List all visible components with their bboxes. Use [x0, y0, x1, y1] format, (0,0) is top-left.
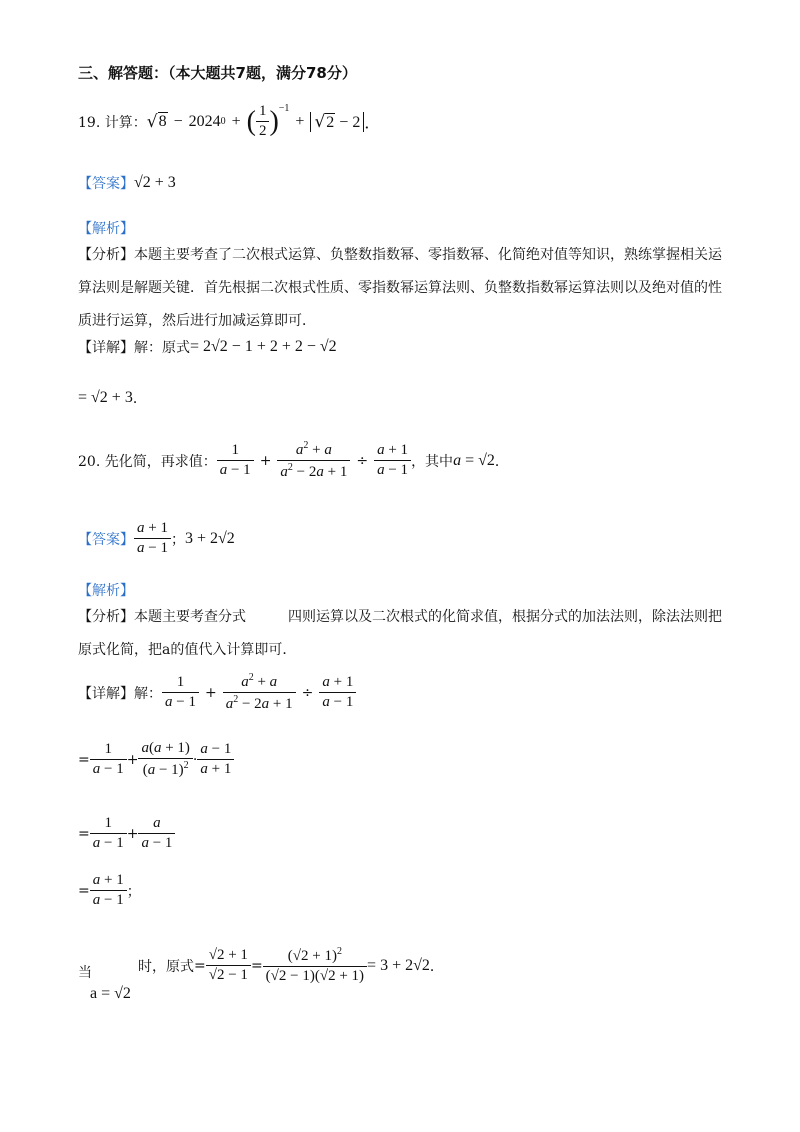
q20-final-row: 时，原式 = $\frac{√2 + 1}{√2 - 1}$ = $\frac{(√2 + 1)^2}{(√2 - 1)(√2 + 1)}$ = 3 + 2√2 ． [138, 946, 444, 984]
q19-answer-row [78, 173, 176, 193]
q20-detail-prefix: 解： [134, 685, 162, 702]
q19-step1: = 2√2 − 1 + 2 + 2 − √2 [190, 338, 337, 355]
question-19 [78, 103, 380, 140]
q20-step1: = $\frac{1}{a - 1}$ + $\frac{a(a + 1)}{(a - 1)^2}$ · $\frac{a - 1}{a + 1}$ [78, 740, 234, 779]
question-19-expression: √ 8 − 2024 0 + ( $\frac{1}{2}$ ) $^{-1}$ + √2 − 2 ． [146, 103, 381, 139]
q20-fenxi-text: 本题主要考查分式 四则运算以及二次根式的化简求值，根据分式的加法法则，除法法则把原式化简，把a的值代入计算即可． [78, 609, 722, 658]
q20-answer-row [78, 520, 235, 557]
q19-step2-row [78, 388, 147, 408]
question-20-given-prefix: ，其中 [411, 453, 454, 470]
q19-analysis-tag: 【解析】 [78, 221, 134, 237]
question-20-given: a = √2 [453, 451, 495, 469]
q20-answer-fraction: $\frac{a + 1}{a - 1}$ [134, 520, 171, 557]
q20-step2: = $\frac{1}{a - 1}$ + $\frac{a}{a - 1}$ [78, 815, 175, 852]
question-19-label: 19. 计算： [78, 114, 147, 131]
q20-detail-tag: 【详解】 [78, 685, 134, 702]
q20-final-mid: 时，原式 [138, 958, 194, 975]
q19-detail-prefix: 解：原式 [134, 340, 190, 356]
q19-detail-tag: 【详解】 [78, 340, 134, 356]
q20-answer-value: 3 + 2√2 [184, 529, 235, 547]
question-20: 20. 先化简，再求值： $\frac{1}{a - 1}$ + $\frac{a^2 + a}{a^2 - 2a + 1}$ ÷ $\frac{a + 1}{a - 1}$ ，其中 a = √2 ． [78, 440, 509, 480]
q20-analysis-tag: 【解析】 [78, 583, 134, 599]
q20-detail-row [78, 672, 356, 713]
q20-detail-expr: $\frac{1}{a - 1}$ + $\frac{a^2 + a}{a^2 - 2a + 1}$ ÷ $\frac{a + 1}{a - 1}$ [162, 672, 356, 713]
q20-answer-tag: 【答案】 [78, 531, 134, 548]
q19-step2-end: ． [132, 391, 147, 407]
q20-final-when: 当 [78, 965, 92, 981]
question-20-expression: $\frac{1}{a - 1}$ + $\frac{a^2 + a}{a^2 - 2a + 1}$ ÷ $\frac{a + 1}{a - 1}$ [217, 440, 411, 481]
q19-detail-row [78, 337, 337, 357]
q20-answer-semicolon: ； [170, 531, 185, 548]
q19-answer-value: √2 + 3 [134, 174, 176, 191]
q20-fenxi [78, 601, 728, 667]
q19-step2: = √2 + 3 [78, 389, 133, 406]
q19-fenxi-text: 本题主要考查了二次根式运算、负整数指数幂、零指数幂、化简绝对值等知识，熟练掌握相关运算法则是解题关键．首先根据二次根式性质、零指数幂运算法则、负整数指数幂运算法则以及绝对值的性质进行运算，然后进行加减运算即可． [78, 247, 722, 329]
q20-final-end: ． [429, 958, 444, 975]
q19-answer-tag: 【答案】 [78, 176, 134, 192]
q20-step3-semicolon: ； [126, 883, 141, 900]
q20-step3: = $\frac{a + 1}{a - 1}$ ； [78, 872, 141, 908]
q19-fenxi-tag: 【分析】 [78, 247, 134, 263]
q19-fenxi [78, 239, 728, 338]
section-title: 三、解答题：（本大题共7题，满分78分） [78, 64, 357, 82]
q20-final-a: a = √2 [90, 985, 131, 1002]
q20-final-result: = 3 + 2√2 [367, 956, 430, 974]
question-20-label: 20. 先化简，再求值： [78, 453, 217, 470]
q20-fenxi-tag: 【分析】 [78, 609, 134, 625]
